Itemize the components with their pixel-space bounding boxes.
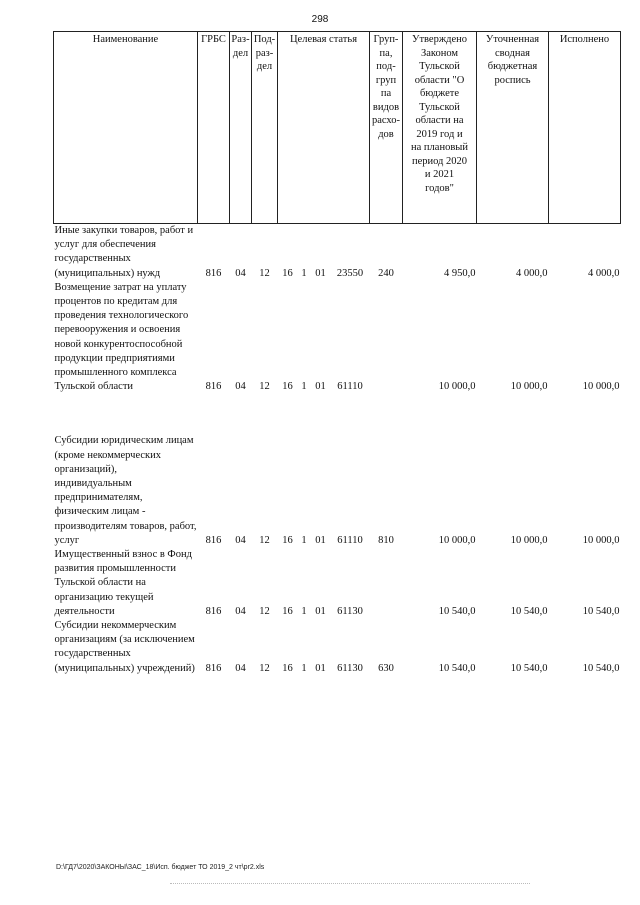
- footer-divider: [170, 883, 530, 884]
- row-vr: 240: [378, 267, 394, 279]
- row-utoch: 10 540,0: [510, 605, 548, 617]
- header-gruppa: Груп- па, под- груп па видов расхо- дов: [370, 32, 403, 224]
- row-grbs: 816: [205, 534, 222, 546]
- row-name: Иные закупки товаров, работ и услуг для обеспечения государственных (муниципальных) нужд: [54, 225, 194, 279]
- row-utoch: 10 000,0: [510, 534, 548, 546]
- header-row: [54, 32, 621, 224]
- row-utoch: 4 000,0: [516, 267, 548, 279]
- row-isp: 4 000,0: [588, 267, 620, 279]
- row-vr: 630: [378, 662, 394, 674]
- row-podrazdel: 12: [259, 267, 270, 279]
- row-vr: [370, 548, 403, 619]
- row-cs3: 01: [315, 381, 326, 393]
- file-path-footer: D:\ГД7\2020\ЗАКОНЫ\ЗАС_18\Исп. бюджет ТО 2019_2 чт\pr2.xls: [56, 864, 265, 871]
- row-name: Субсидии некоммерческим организациям (за исключением государственных (муниципальных) учреждений): [54, 620, 195, 674]
- row-cs1: 16: [282, 267, 293, 279]
- header-ispolneno: Исполнено: [549, 32, 621, 224]
- row-isp: 10 540,0: [582, 662, 620, 674]
- row-podrazdel: 12: [259, 534, 270, 546]
- row-cs3: 01: [315, 534, 326, 546]
- row-cs2: 1: [301, 605, 307, 617]
- row-razdel: 04: [235, 267, 246, 279]
- row-cs4: 23550: [336, 267, 364, 279]
- row-grbs: 816: [205, 267, 222, 279]
- table-row: [54, 548, 621, 619]
- page-number: 298: [311, 14, 329, 25]
- row-cs1: 16: [282, 381, 293, 393]
- header-cel-statya: Целевая статья: [278, 32, 370, 224]
- row-utv: 10 540,0: [438, 662, 476, 674]
- row-razdel: 04: [235, 534, 246, 546]
- row-cs4: 61110: [337, 534, 363, 546]
- row-cs4: 61110: [337, 381, 363, 393]
- row-grbs: 816: [205, 605, 222, 617]
- header-grbs: ГРБС: [198, 32, 230, 224]
- table-row: [54, 619, 621, 676]
- row-razdel: 04: [235, 381, 246, 393]
- row-utv: 10 000,0: [438, 381, 476, 393]
- budget-table: [53, 31, 621, 676]
- row-cs4: 61130: [337, 605, 363, 617]
- row-podrazdel: 12: [259, 662, 270, 674]
- row-cs2: 1: [301, 534, 307, 546]
- row-name: Субсидии юридическим лицам (кроме некоммерческих организаций), индивидуальным предпринимателям, физическим лицам - производителям товаров, работ, услуг: [54, 435, 197, 546]
- row-cs1: 16: [282, 605, 293, 617]
- row-isp: 10 000,0: [582, 381, 620, 393]
- row-utoch: 10 000,0: [510, 381, 548, 393]
- row-cs3: 01: [315, 662, 326, 674]
- row-cs3: 01: [315, 267, 326, 279]
- header-utochnennaya: Уточненная сводная бюджетная роспись: [477, 32, 549, 224]
- row-spacer: [54, 394, 621, 434]
- row-name: Имущественный взнос в Фонд развития промышленности Тульской области на организацию текущей деятельности: [54, 549, 192, 617]
- row-utv: 10 000,0: [438, 534, 476, 546]
- row-utoch: 10 540,0: [510, 662, 548, 674]
- row-cs1: 16: [282, 662, 293, 674]
- row-cs2: 1: [301, 662, 307, 674]
- row-isp: 10 540,0: [582, 605, 620, 617]
- row-name: Возмещение затрат на уплату процентов по кредитам для проведения технологического перевооружения и освоения новой конкурентоспособной продукции предприятиями промышленного комплекса Тульской области: [54, 281, 189, 393]
- row-podrazdel: 12: [259, 605, 270, 617]
- header-utverzhdeno: Утверждено Законом Тульской области "О бюджете Тульской области на 2019 год и на плановый период 2020 и 2021 годов": [403, 32, 477, 224]
- header-name: Наименование: [54, 32, 198, 224]
- row-vr: [370, 281, 403, 395]
- row-utv: 4 950,0: [444, 267, 476, 279]
- row-cs2: 1: [301, 267, 307, 279]
- row-cs2: 1: [301, 381, 307, 393]
- table-row: [54, 434, 621, 548]
- row-isp: 10 000,0: [582, 534, 620, 546]
- row-razdel: 04: [235, 662, 246, 674]
- row-grbs: 816: [205, 381, 222, 393]
- header-razdel: Раз- дел: [230, 32, 252, 224]
- row-podrazdel: 12: [259, 381, 270, 393]
- row-cs4: 61130: [337, 662, 363, 674]
- table-row: [54, 224, 621, 281]
- row-vr: 810: [378, 534, 394, 546]
- row-razdel: 04: [235, 605, 246, 617]
- row-cs3: 01: [315, 605, 326, 617]
- row-utv: 10 540,0: [438, 605, 476, 617]
- table-row: [54, 281, 621, 395]
- row-grbs: 816: [205, 662, 222, 674]
- header-podrazdel: Под- раз- дел: [252, 32, 278, 224]
- row-cs1: 16: [282, 534, 293, 546]
